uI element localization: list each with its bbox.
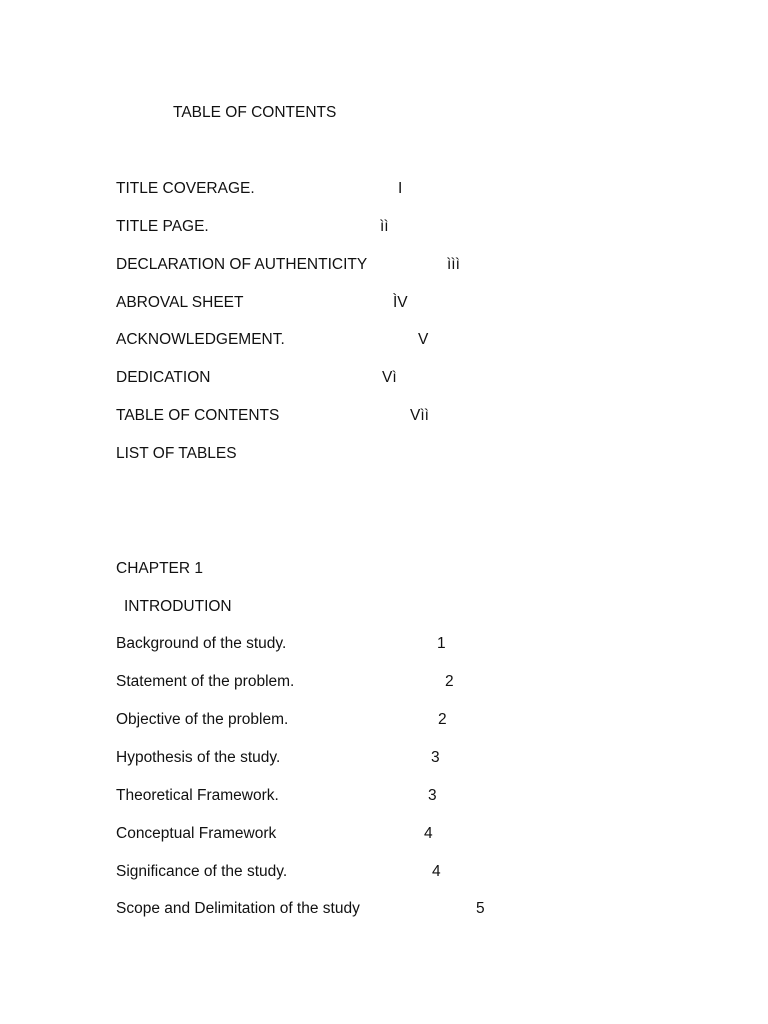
toc-entry-page: 2 (438, 711, 447, 728)
toc-entry-page: Vì (382, 369, 397, 386)
chapter-subtitle: INTRODUTION (124, 598, 232, 615)
toc-entry-label: TITLE COVERAGE. (116, 180, 255, 197)
toc-entry-page: ÌV (393, 294, 408, 311)
toc-entry-page: 3 (431, 749, 440, 766)
toc-entry-page: I (398, 180, 403, 197)
toc-entry-page: ìì (380, 218, 389, 235)
toc-entry-page: 4 (432, 863, 441, 880)
toc-entry-label: Theoretical Framework. (116, 787, 279, 804)
toc-entry-label: ACKNOWLEDGEMENT. (116, 331, 285, 348)
toc-entry-label: Conceptual Framework (116, 825, 277, 842)
toc-entry-page: ììì (447, 256, 460, 273)
toc-entry-page: 5 (476, 900, 485, 917)
toc-entry-label: Significance of the study. (116, 863, 288, 880)
toc-entry-page: 1 (437, 635, 446, 652)
toc-entry-page: 4 (424, 825, 433, 842)
toc-entry-label: LIST OF TABLES (116, 445, 237, 462)
toc-entry-label: Statement of the problem. (116, 673, 295, 690)
toc-entry-label: Background of the study. (116, 635, 287, 652)
toc-entry-label: Hypothesis of the study. (116, 749, 281, 766)
toc-entry-label: DECLARATION OF AUTHENTICITY (116, 256, 368, 273)
toc-entry-page: V (418, 331, 429, 348)
chapter-heading: CHAPTER 1 (116, 560, 203, 577)
toc-entry-page: 2 (445, 673, 454, 690)
toc-entry-page: Vìì (410, 407, 429, 424)
toc-entry-page: 3 (428, 787, 437, 804)
toc-entry-label: Objective of the problem. (116, 711, 289, 728)
toc-entry-label: TABLE OF CONTENTS (116, 407, 280, 424)
toc-entry-label: ABROVAL SHEET (116, 294, 244, 311)
page-title: TABLE OF CONTENTS (173, 104, 337, 121)
toc-entry-label: TITLE PAGE. (116, 218, 209, 235)
toc-entry-label: Scope and Delimitation of the study (116, 900, 360, 917)
toc-entry-label: DEDICATION (116, 369, 211, 386)
